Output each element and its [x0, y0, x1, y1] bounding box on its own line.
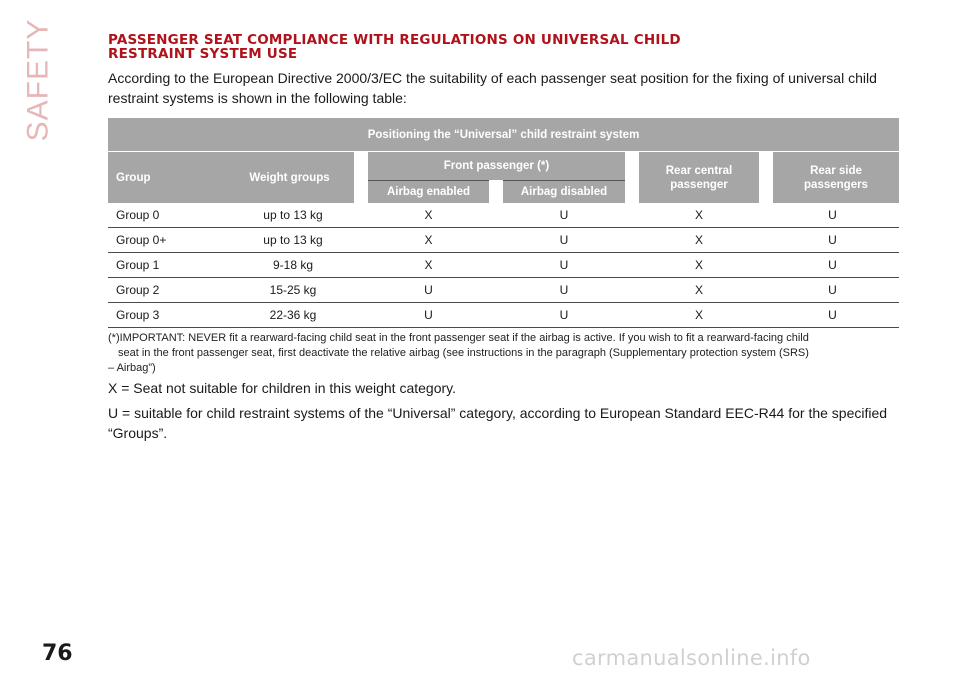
- intro-paragraph: [108, 68, 903, 108]
- cell-rear-central: X: [632, 253, 766, 278]
- cell-rear-side: U: [766, 203, 899, 228]
- cell-airbag-disabled: U: [496, 278, 632, 303]
- legend: [108, 378, 908, 443]
- section-label: SAFETY: [21, 18, 55, 142]
- child-restraint-table: [108, 118, 899, 328]
- cell-weight: up to 13 kg: [225, 203, 361, 228]
- cell-group: Group 2: [108, 278, 225, 303]
- cell-rear-side: U: [766, 228, 899, 253]
- table-row: [108, 203, 899, 228]
- cell-rear-side: U: [766, 303, 899, 328]
- cell-rear-side: U: [766, 278, 899, 303]
- cell-rear-central: X: [632, 228, 766, 253]
- intro-line: According to the European Directive 2000/3/EC the suitability of each passenger seat position for the fixing of universal child: [108, 70, 877, 86]
- page-title: [108, 33, 888, 61]
- cell-rear-central: X: [632, 303, 766, 328]
- table-row: [108, 278, 899, 303]
- cell-group: Group 0: [108, 203, 225, 228]
- header-front-passenger: Front passenger (*): [361, 152, 632, 181]
- cell-group: Group 0+: [108, 228, 225, 253]
- legend-u-line: “Groups”.: [108, 425, 168, 441]
- cell-airbag-enabled: U: [361, 278, 496, 303]
- header-airbag-disabled: Airbag disabled: [496, 181, 632, 204]
- cell-airbag-enabled: X: [361, 253, 496, 278]
- footnote-line: – Airbag”): [108, 362, 156, 374]
- table-footnote: [108, 331, 908, 376]
- cell-airbag-disabled: U: [496, 253, 632, 278]
- table-caption: Positioning the “Universal” child restraint system: [108, 118, 899, 152]
- table-row: [108, 303, 899, 328]
- cell-weight: 22-36 kg: [225, 303, 361, 328]
- cell-weight: up to 13 kg: [225, 228, 361, 253]
- cell-airbag-disabled: U: [496, 203, 632, 228]
- header-rear-central: Rear central passenger: [632, 152, 766, 204]
- cell-weight: 15-25 kg: [225, 278, 361, 303]
- cell-weight: 9-18 kg: [225, 253, 361, 278]
- cell-airbag-enabled: X: [361, 203, 496, 228]
- footnote-line: (*)IMPORTANT: NEVER fit a rearward-facing child seat in the front passenger seat if the airbag is active. If you wish to fit a rearward-facing child: [108, 332, 809, 344]
- cell-group: Group 1: [108, 253, 225, 278]
- header-airbag-enabled: Airbag enabled: [361, 181, 496, 204]
- legend-x: X = Seat not suitable for children in this weight category.: [108, 380, 456, 396]
- intro-line: restraint systems is shown in the following table:: [108, 90, 407, 106]
- cell-airbag-disabled: U: [496, 228, 632, 253]
- cell-group: Group 3: [108, 303, 225, 328]
- cell-airbag-enabled: U: [361, 303, 496, 328]
- table-row: [108, 228, 899, 253]
- title-line: RESTRAINT SYSTEM USE: [108, 46, 298, 62]
- footnote-line: seat in the front passenger seat, first deactivate the relative airbag (see instructions in the paragraph (Supplementary protection system (SRS): [118, 347, 809, 359]
- header-rear-side: Rear side passengers: [766, 152, 899, 204]
- header-weight-groups: Weight groups: [225, 152, 361, 204]
- cell-airbag-enabled: X: [361, 228, 496, 253]
- cell-rear-side: U: [766, 253, 899, 278]
- page-number: 76: [42, 641, 73, 666]
- cell-rear-central: X: [632, 278, 766, 303]
- table-row: [108, 253, 899, 278]
- watermark: carmanualsonline.info: [572, 646, 811, 670]
- header-group: Group: [108, 152, 225, 204]
- legend-u-line: U = suitable for child restraint systems of the “Universal” category, according to European Standard EEC-R44 for the specified: [108, 405, 888, 421]
- cell-rear-central: X: [632, 203, 766, 228]
- title-line: PASSENGER SEAT COMPLIANCE WITH REGULATIONS ON UNIVERSAL CHILD: [108, 32, 681, 48]
- cell-airbag-disabled: U: [496, 303, 632, 328]
